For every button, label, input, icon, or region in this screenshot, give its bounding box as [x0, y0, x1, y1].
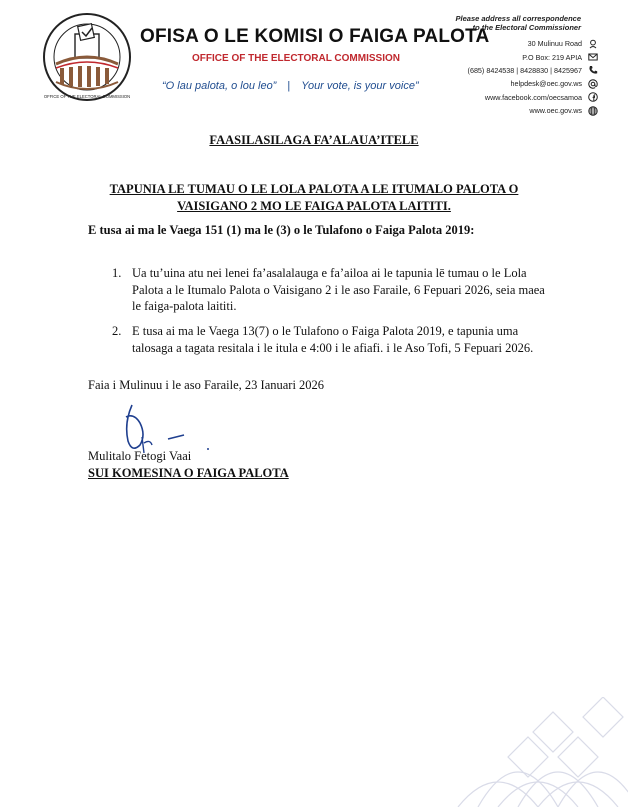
signer-title: SUI KOMESINA O FAIGA PALOTA — [88, 466, 289, 480]
document-intro: E tusa ai ma le Vaega 151 (1) ma le (3) o le Tulafono o Faiga Palota 2019: — [88, 223, 475, 237]
signer-name: Mulitalo Fetogi Vaai — [88, 449, 192, 463]
contact-po-box — [398, 50, 598, 63]
notice-item-text: E tusa ai ma le Vaega 13(7) o le Tulafono o Faiga Palota 2019, e tapunia uma talosaga a tagata resitala i le itula e 4:00 i le afiafi. i le Aso Tofi, 5 Fepuari 2026. — [132, 324, 534, 355]
location-icon — [588, 39, 598, 49]
contact-heading-line-1: Please address all correspondence — [455, 14, 581, 23]
contact-address — [398, 37, 598, 50]
contact-email-text: helpdesk@oec.gov.ws — [510, 79, 582, 89]
contact-facebook-text: www.facebook.com/oecsamoa — [484, 92, 582, 102]
date-line: Faia i Mulinuu i le aso Faraile, 23 Ianuari 2026 — [88, 378, 325, 392]
mail-icon — [588, 52, 598, 62]
org-name: OFISA O LE KOMISI O FAIGA PALOTA — [140, 26, 490, 47]
contact-address-text: 30 Mulinuu Road — [527, 39, 582, 49]
svg-text:OFFICE OF THE ELECTORAL COMMIS: OFFICE OF THE ELECTORAL COMMISSION — [43, 94, 131, 99]
contact-heading-line-2: to the Electoral Commissioner — [472, 23, 581, 32]
contact-email — [398, 77, 598, 90]
notice-item-text: Ua tu’uina atu nei lenei fa’asalalauga e fa’ailoa ai le tapunia lē tumau o le Lola Palota a le Itumalo Palota o Vaisigano 2 i le aso Faraile, 6 Fepuari 2026, seia maea le faiga-palota laititi. — [132, 266, 545, 313]
motto-english: Your vote, is your voice” — [301, 80, 419, 92]
phone-icon — [588, 65, 598, 75]
notice-item — [112, 323, 552, 356]
notice-item — [112, 265, 552, 315]
motto-separator: | — [287, 80, 291, 92]
contact-website — [398, 104, 598, 117]
document-title: FAASILASILAGA FA’ALAUA’ITELE — [209, 133, 419, 147]
electoral-commission-logo — [42, 12, 132, 102]
contact-po-box-text: P.O Box: 219 APIA — [522, 52, 582, 62]
decorative-pattern — [438, 697, 628, 807]
contact-heading — [456, 14, 581, 32]
motto-samoan: “O lau palota, o lou leo” — [162, 80, 277, 92]
contact-list — [398, 37, 598, 117]
contact-phone — [398, 64, 598, 77]
at-icon — [588, 79, 598, 89]
org-name-english: OFFICE OF THE ELECTORAL COMMISSION — [192, 53, 400, 64]
notice-item-number: 2. — [112, 324, 122, 338]
motto — [162, 80, 419, 92]
globe-icon — [588, 106, 598, 116]
contact-website-text: www.oec.gov.ws — [529, 106, 582, 116]
contact-facebook — [398, 91, 598, 104]
document-subject: TAPUNIA LE TUMAU O LE LOLA PALOTA A LE ITUMALO PALOTA O VAISIGANO 2 MO LE FAIGA PALOTA LAITITI. — [109, 182, 519, 213]
notice-item-number: 1. — [112, 266, 122, 280]
facebook-icon — [588, 92, 598, 102]
contact-phone-text: (685) 8424538 | 8428830 | 8425967 — [467, 65, 582, 75]
